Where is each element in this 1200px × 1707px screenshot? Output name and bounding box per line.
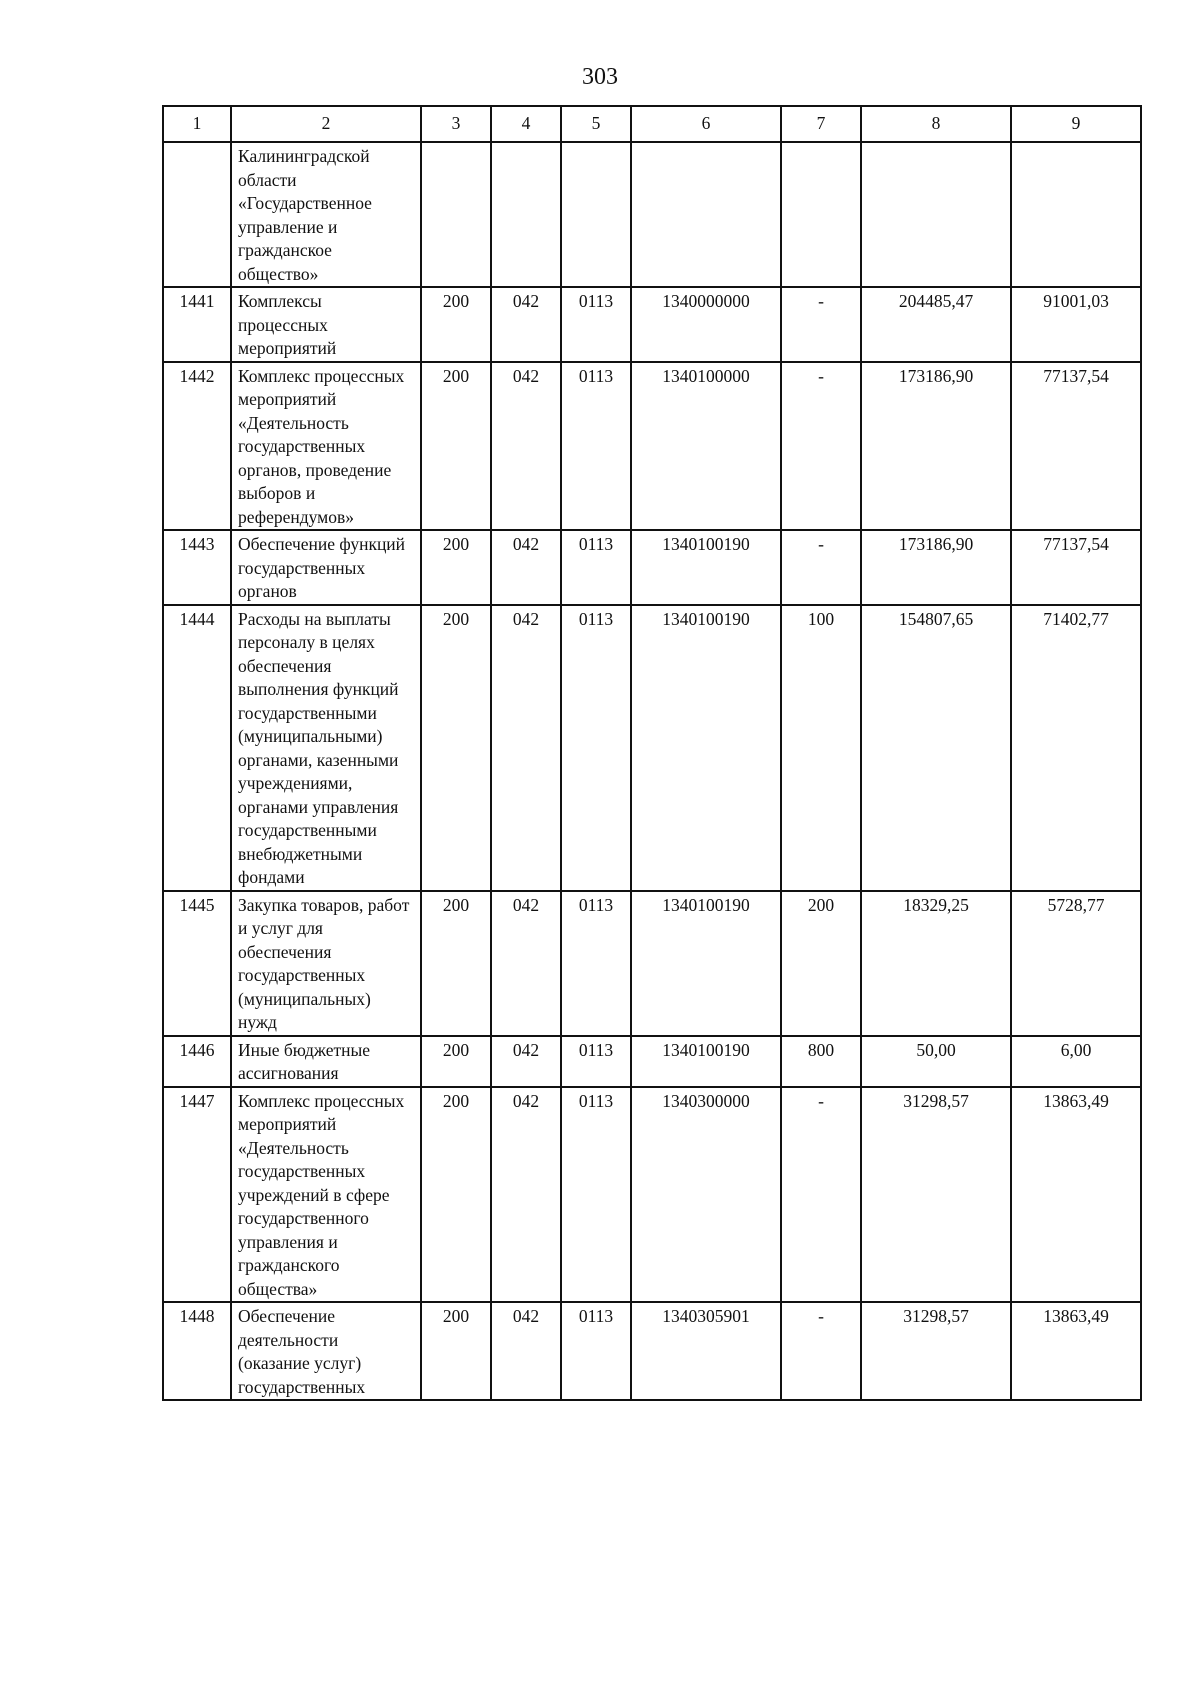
cell-c9: 77137,54	[1011, 362, 1141, 531]
row-name: Обеспечение функций государственных органов	[231, 530, 421, 605]
cell-c8: 31298,57	[861, 1302, 1011, 1400]
cell-c3: 200	[421, 1087, 491, 1303]
row-number: 1448	[163, 1302, 231, 1400]
column-header: 1	[163, 106, 231, 142]
cell-c5: 0113	[561, 891, 631, 1036]
cell-c4: 042	[491, 605, 561, 891]
cell-c5: 0113	[561, 530, 631, 605]
row-name: Калининградской области «Государственное управление и гражданское общество»	[231, 142, 421, 287]
budget-table	[162, 105, 1142, 1401]
cell-c9: 13863,49	[1011, 1302, 1141, 1400]
cell-c5: 0113	[561, 605, 631, 891]
table-row	[163, 1036, 1141, 1087]
row-name: Комплекс процессных мероприятий «Деятельность государственных органов, проведение выборов и референдумов»	[231, 362, 421, 531]
cell-c8: 204485,47	[861, 287, 1011, 362]
cell-c6: 1340100190	[631, 530, 781, 605]
row-number: 1442	[163, 362, 231, 531]
cell-c9: 13863,49	[1011, 1087, 1141, 1303]
table-row	[163, 142, 1141, 287]
cell-c3: 200	[421, 287, 491, 362]
cell-c6: 1340100000	[631, 362, 781, 531]
cell-c8	[861, 142, 1011, 287]
row-name: Закупка товаров, работ и услуг для обеспечения государственных (муниципальных) нужд	[231, 891, 421, 1036]
cell-c7: -	[781, 362, 861, 531]
cell-c8: 154807,65	[861, 605, 1011, 891]
cell-c9	[1011, 142, 1141, 287]
cell-c3: 200	[421, 362, 491, 531]
cell-c4: 042	[491, 287, 561, 362]
cell-c6: 1340000000	[631, 287, 781, 362]
row-name: Расходы на выплаты персоналу в целях обеспечения выполнения функций государственными (муниципальными) органами, казенными учреждениями, органами управления государственными внебюджетными фондами	[231, 605, 421, 891]
cell-c8: 31298,57	[861, 1087, 1011, 1303]
page-number: 303	[582, 64, 618, 90]
cell-c4: 042	[491, 530, 561, 605]
cell-c3: 200	[421, 605, 491, 891]
column-header: 7	[781, 106, 861, 142]
cell-c3: 200	[421, 891, 491, 1036]
cell-c4: 042	[491, 362, 561, 531]
cell-c7: 100	[781, 605, 861, 891]
cell-c7: 800	[781, 1036, 861, 1087]
cell-c4: 042	[491, 1302, 561, 1400]
cell-c6: 1340100190	[631, 891, 781, 1036]
cell-c8: 50,00	[861, 1036, 1011, 1087]
row-name: Комплекс процессных мероприятий «Деятельность государственных учреждений в сфере государственного управления и гражданского общества»	[231, 1087, 421, 1303]
cell-c6	[631, 142, 781, 287]
column-header: 8	[861, 106, 1011, 142]
cell-c9: 5728,77	[1011, 891, 1141, 1036]
cell-c6: 1340100190	[631, 605, 781, 891]
cell-c5	[561, 142, 631, 287]
cell-c7	[781, 142, 861, 287]
cell-c3: 200	[421, 1302, 491, 1400]
cell-c4	[491, 142, 561, 287]
cell-c7: -	[781, 287, 861, 362]
row-number: 1443	[163, 530, 231, 605]
column-header: 5	[561, 106, 631, 142]
cell-c3	[421, 142, 491, 287]
cell-c5: 0113	[561, 1302, 631, 1400]
row-number: 1444	[163, 605, 231, 891]
cell-c5: 0113	[561, 1087, 631, 1303]
row-number: 1446	[163, 1036, 231, 1087]
cell-c7: -	[781, 1302, 861, 1400]
row-name: Комплексы процессных мероприятий	[231, 287, 421, 362]
cell-c7: -	[781, 530, 861, 605]
cell-c5: 0113	[561, 287, 631, 362]
column-header: 9	[1011, 106, 1141, 142]
cell-c8: 173186,90	[861, 362, 1011, 531]
column-header: 6	[631, 106, 781, 142]
cell-c8: 18329,25	[861, 891, 1011, 1036]
cell-c3: 200	[421, 1036, 491, 1087]
row-name: Иные бюджетные ассигнования	[231, 1036, 421, 1087]
row-number: 1441	[163, 287, 231, 362]
cell-c4: 042	[491, 1036, 561, 1087]
cell-c7: 200	[781, 891, 861, 1036]
row-name: Обеспечение деятельности (оказание услуг) государственных	[231, 1302, 421, 1400]
table-row	[163, 530, 1141, 605]
cell-c3: 200	[421, 530, 491, 605]
cell-c9: 6,00	[1011, 1036, 1141, 1087]
table-row	[163, 287, 1141, 362]
column-header: 2	[231, 106, 421, 142]
cell-c9: 71402,77	[1011, 605, 1141, 891]
cell-c4: 042	[491, 891, 561, 1036]
row-number	[163, 142, 231, 287]
cell-c6: 1340100190	[631, 1036, 781, 1087]
row-number: 1447	[163, 1087, 231, 1303]
cell-c8: 173186,90	[861, 530, 1011, 605]
row-number: 1445	[163, 891, 231, 1036]
cell-c6: 1340305901	[631, 1302, 781, 1400]
cell-c9: 91001,03	[1011, 287, 1141, 362]
table-header-row	[163, 106, 1141, 142]
cell-c9: 77137,54	[1011, 530, 1141, 605]
cell-c4: 042	[491, 1087, 561, 1303]
table-row	[163, 1302, 1141, 1400]
cell-c5: 0113	[561, 1036, 631, 1087]
table-row	[163, 891, 1141, 1036]
table-row	[163, 605, 1141, 891]
table-row	[163, 1087, 1141, 1303]
cell-c5: 0113	[561, 362, 631, 531]
column-header: 3	[421, 106, 491, 142]
table-row	[163, 362, 1141, 531]
cell-c6: 1340300000	[631, 1087, 781, 1303]
cell-c7: -	[781, 1087, 861, 1303]
column-header: 4	[491, 106, 561, 142]
